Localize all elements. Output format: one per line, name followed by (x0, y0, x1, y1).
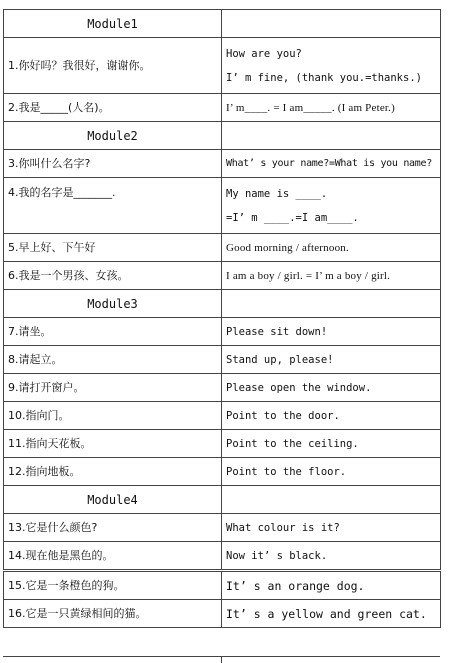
table-row (4, 430, 441, 458)
english-line: How are you? (226, 47, 302, 60)
table-row (4, 458, 441, 486)
table-row (4, 150, 441, 178)
chinese-phrase: 10.指向门。 (4, 402, 222, 430)
english-phrase: It’ s an orange dog. (222, 572, 441, 600)
module-header-row (4, 10, 441, 38)
chinese-phrase: 1.你好吗？我很好，谢谢你。 (4, 38, 222, 94)
english-phrase: Point to the floor. (222, 458, 441, 486)
table-row (4, 374, 441, 402)
english-phrase (222, 178, 441, 234)
next-table-top-edge (3, 656, 440, 663)
column-divider (221, 657, 222, 663)
empty-cell (222, 290, 441, 318)
chinese-phrase: 8.请起立。 (4, 346, 222, 374)
english-phrase: Point to the ceiling. (222, 430, 441, 458)
english-phrase: Please sit down! (222, 318, 441, 346)
table-row (4, 38, 441, 94)
chinese-phrase: 6.我是一个男孩、女孩。 (4, 262, 222, 290)
chinese-phrase: 15.它是一条橙色的狗。 (4, 572, 222, 600)
table-row (4, 94, 441, 122)
english-phrase: What’ s your name?=What is you name? (222, 150, 441, 178)
chinese-phrase: 3.你叫什么名字? (4, 150, 222, 178)
chinese-phrase: 13.它是什么颜色? (4, 514, 222, 542)
english-phrase: Good morning / afternoon. (222, 234, 441, 262)
module-title: Module3 (4, 290, 222, 318)
chinese-phrase: 16.它是一只黄绿相间的猫。 (4, 600, 222, 628)
english-phrase: Now it’ s black. (222, 542, 441, 570)
module-title: Module2 (4, 122, 222, 150)
table-row (4, 178, 441, 234)
table-row (4, 600, 441, 628)
chinese-phrase: 5.早上好、下午好 (4, 234, 222, 262)
chinese-phrase: 4.我的名字是_______. (4, 178, 222, 234)
table-row (4, 262, 441, 290)
chinese-phrase: 2.我是_____(人名)。 (4, 94, 222, 122)
empty-cell (222, 486, 441, 514)
english-line: =I’ m ____.=I am____. (226, 211, 359, 224)
table-row (4, 542, 441, 570)
chinese-phrase: 12.指向地板。 (4, 458, 222, 486)
chinese-phrase: 11.指向天花板。 (4, 430, 222, 458)
table-row (4, 346, 441, 374)
module-header-row (4, 290, 441, 318)
module-title: Module4 (4, 486, 222, 514)
english-line: I’ m fine, (thank you.=thanks.) (226, 71, 422, 84)
module-title: Module1 (4, 10, 222, 38)
english-phrase: I’ m____. = I am_____. (I am Peter.) (222, 94, 441, 122)
english-line: My name is ____. (226, 187, 328, 200)
vocabulary-table (3, 9, 441, 570)
english-phrase (222, 38, 441, 94)
chinese-phrase: 14.现在他是黑色的。 (4, 542, 222, 570)
table-row (4, 402, 441, 430)
table-row (4, 572, 441, 600)
empty-cell (222, 10, 441, 38)
module-header-row (4, 122, 441, 150)
table-row (4, 514, 441, 542)
table-row (4, 318, 441, 346)
chinese-phrase: 9.请打开窗户。 (4, 374, 222, 402)
english-phrase: What colour is it? (222, 514, 441, 542)
vocabulary-table-continued (3, 571, 441, 628)
table-row (4, 234, 441, 262)
english-phrase: Please open the window. (222, 374, 441, 402)
english-phrase: Stand up, please! (222, 346, 441, 374)
english-phrase: It’ s a yellow and green cat. (222, 600, 441, 628)
empty-cell (222, 122, 441, 150)
module-header-row (4, 486, 441, 514)
english-phrase: I am a boy / girl. = I’ m a boy / girl. (222, 262, 441, 290)
english-phrase: Point to the door. (222, 402, 441, 430)
chinese-phrase: 7.请坐。 (4, 318, 222, 346)
